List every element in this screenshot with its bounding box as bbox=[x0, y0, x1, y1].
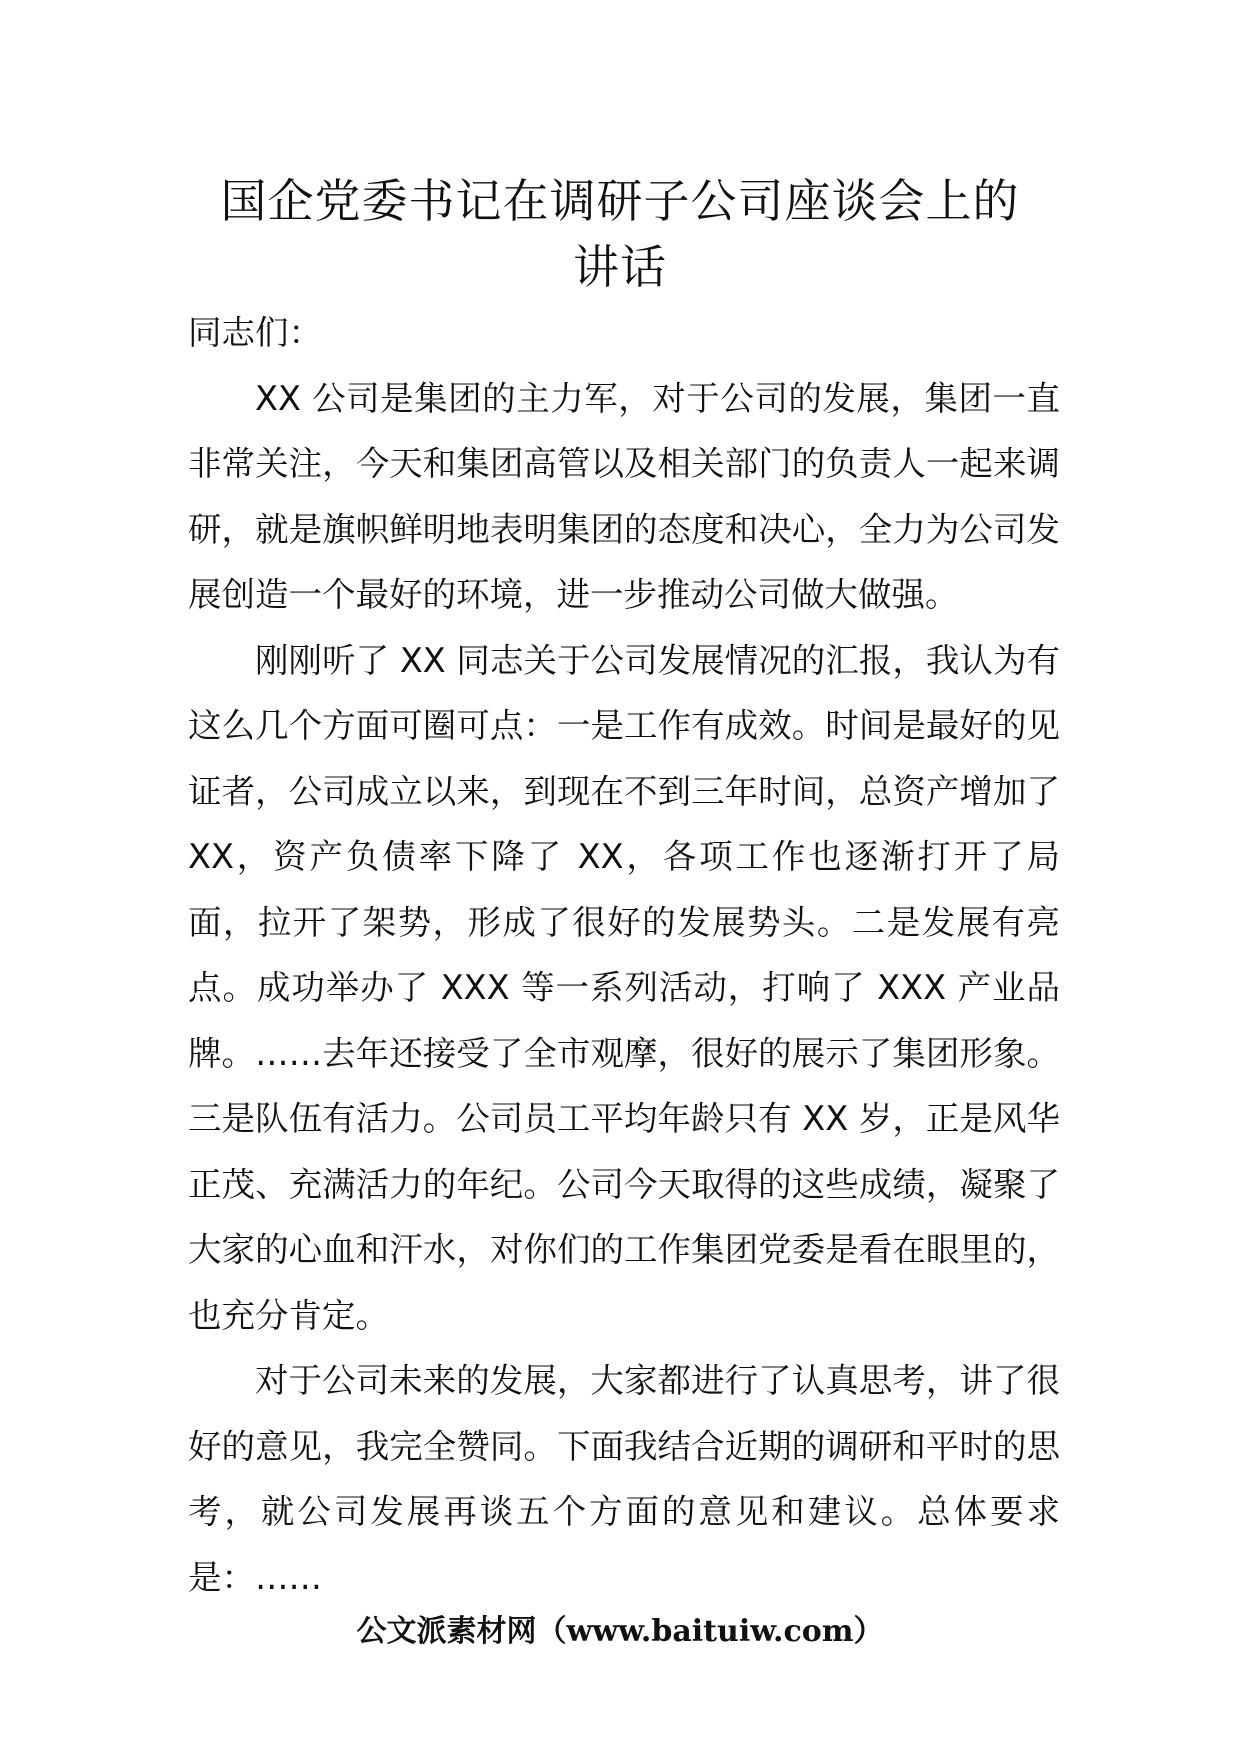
title-line-1: 国企党委书记在调研子公司座谈会上的 bbox=[220, 174, 1020, 228]
document-title bbox=[160, 168, 1080, 300]
paragraph-3: 对于公司未来的发展，大家都进行了认真思考，讲了很好的意见，我完全赞同。下面我结合近期的调研和平时的思考，就公司发展再谈五个方面的意见和建议。总体要求是：…… bbox=[188, 1361, 1060, 1597]
paragraph-1: XX 公司是集团的主力军，对于公司的发展，集团一直非常关注，今天和集团高管以及相关部门的负责人一起来调研，就是旗帜鲜明地表明集团的态度和决心，全力为公司发展创造一个最好的环境，进一步推动公司做大做强。 bbox=[188, 378, 1060, 614]
footer-source: 公文派素材网（www.baituiw.com） bbox=[356, 1614, 884, 1649]
document-body bbox=[188, 300, 1060, 1610]
salutation: 同志们： bbox=[188, 313, 322, 352]
title-line-2: 讲话 bbox=[573, 240, 667, 294]
paragraph-2: 刚刚听了 XX 同志关于公司发展情况的汇报，我认为有这么几个方面可圈可点：一是工作有成效。时间是最好的见证者，公司成立以来，到现在不到三年时间，总资产增加了 XX，资产负债率下降了 XX，各项工作也逐渐打开了局面，拉开了架势，形成了很好的发展势头。二是发展有亮点。成功举办了 XXX 等一系列活动，打响了 XXX 产业品牌。……去年还接受了全市观摩，很好的展示了集团形象。三是队伍有活力。公司员工平均年龄只有 XX 岁，正是风华正茂、充满活力的年纪。公司今天取得的这些成绩，凝聚了大家的心血和汗水，对你们的工作集团党委是看在眼里的，也充分肯定。 bbox=[188, 640, 1060, 1335]
